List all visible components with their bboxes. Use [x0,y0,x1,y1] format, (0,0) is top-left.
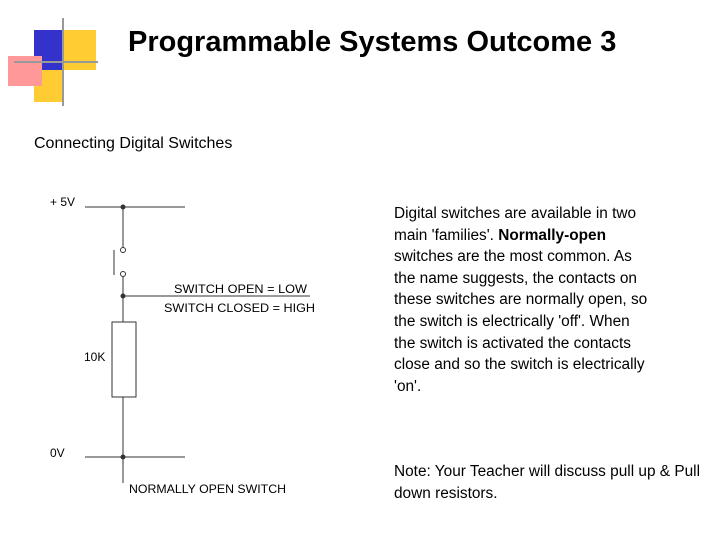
section-subtitle: Connecting Digital Switches [34,135,233,152]
switch-closed-label: SWITCH CLOSED = HIGH [164,301,315,315]
decorative-corner-squares [0,0,100,110]
resistor [112,322,136,397]
description-bold-term: Normally-open [498,226,606,244]
resistor-label: 10K [84,350,106,364]
description-part1: Digital switches are available in two main 'families'. [394,205,637,244]
ground-label: 0V [50,446,65,460]
circuit-caption: NORMALLY OPEN SWITCH [129,482,286,496]
description-text [394,203,654,397]
junction-dot-output [121,294,126,299]
switch-open-label: SWITCH OPEN = LOW [174,282,308,296]
switch-contact-bottom [121,272,126,277]
supply-label: + 5V [50,195,76,209]
description-part2: switches are the most common. As the name suggests, the contacts on these switches are normally open, so the switch is electrically 'off'. When the switch is activated the contacts close and so the switch is electrically 'on'. [394,248,648,395]
page-title: Programmable Systems Outcome 3 [128,26,617,58]
junction-dot-supply [121,205,126,210]
junction-dot-ground [121,455,126,460]
circuit-diagram [0,180,380,510]
deco-yellow-square [64,30,96,70]
teacher-note: Note: Your Teacher will discuss pull up & Pull down resistors. [394,463,700,502]
switch-contact-top [121,248,126,253]
deco-pink-square [8,56,42,86]
